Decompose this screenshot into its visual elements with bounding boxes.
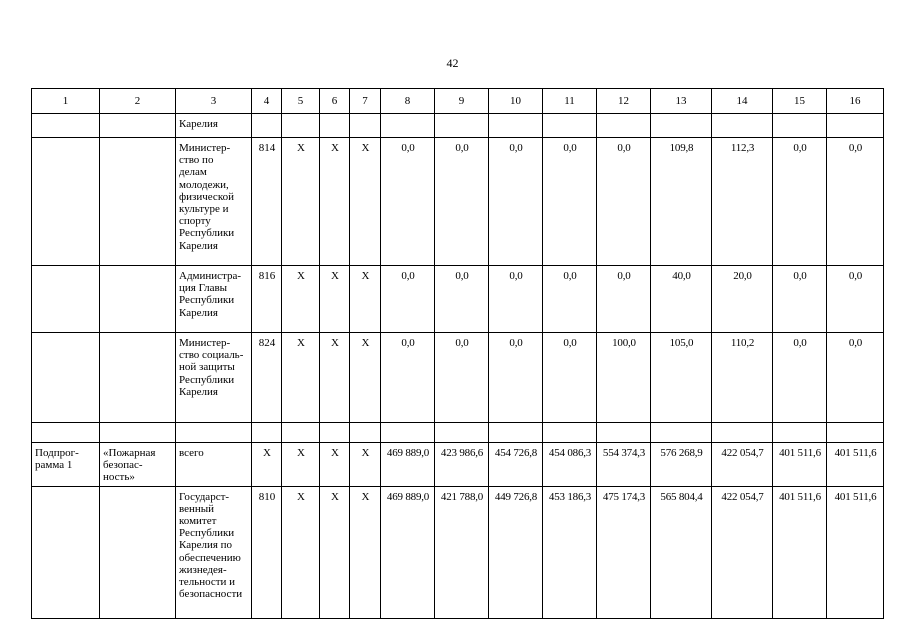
value-cell: X [320,486,350,618]
value-cell: X [350,266,381,333]
spacer-cell [32,423,100,443]
value-cell: 814 [252,138,282,266]
value-cell: 401 511,6 [773,443,827,487]
value-cell: 0,0 [773,138,827,266]
header-cell: 9 [435,89,489,114]
value-cell: 105,0 [651,333,712,423]
header-row [32,89,884,114]
row-c1-cell [32,486,100,618]
header-cell: 6 [320,89,350,114]
value-cell: X [282,333,320,423]
spacer-row [32,423,884,443]
value-cell: X [320,266,350,333]
header-cell: 12 [597,89,651,114]
value-cell: 824 [252,333,282,423]
value-cell: 40,0 [651,266,712,333]
value-cell: 109,8 [651,138,712,266]
value-cell: 469 889,0 [381,443,435,487]
value-cell: X [350,486,381,618]
value-cell: 401 511,6 [827,443,884,487]
header-cell: 10 [489,89,543,114]
spacer-cell [176,423,252,443]
value-cell: 112,3 [712,138,773,266]
value-cell: X [282,443,320,487]
value-cell: 565 804,4 [651,486,712,618]
header-cell: 5 [282,89,320,114]
value-cell [827,114,884,138]
value-cell: 0,0 [827,266,884,333]
value-cell [651,114,712,138]
row-c1-cell [32,333,100,423]
value-cell: X [282,138,320,266]
spacer-cell [651,423,712,443]
spacer-cell [381,423,435,443]
value-cell: 454 086,3 [543,443,597,487]
value-cell [489,114,543,138]
value-cell: 401 511,6 [773,486,827,618]
value-cell: 0,0 [489,333,543,423]
header-cell: 11 [543,89,597,114]
header-cell: 16 [827,89,884,114]
table-row [32,443,884,487]
value-cell: 816 [252,266,282,333]
value-cell: 422 054,7 [712,443,773,487]
row-c1-cell [32,114,100,138]
budget-table [31,88,884,619]
value-cell: 0,0 [543,266,597,333]
value-cell: 449 726,8 [489,486,543,618]
value-cell: X [350,138,381,266]
header-cell: 7 [350,89,381,114]
value-cell: 20,0 [712,266,773,333]
value-cell: 0,0 [381,266,435,333]
spacer-cell [489,423,543,443]
header-cell: 15 [773,89,827,114]
value-cell: 0,0 [543,333,597,423]
value-cell [381,114,435,138]
value-cell: 110,2 [712,333,773,423]
table-row [32,266,884,333]
value-cell: X [320,333,350,423]
value-cell: X [252,443,282,487]
table-row [32,333,884,423]
value-cell: 100,0 [597,333,651,423]
value-cell: 0,0 [773,266,827,333]
header-cell: 1 [32,89,100,114]
spacer-cell [252,423,282,443]
header-cell: 2 [100,89,176,114]
row-c1-cell [32,266,100,333]
header-cell: 13 [651,89,712,114]
row-c1-cell [32,138,100,266]
header-cell: 8 [381,89,435,114]
row-c2-cell [100,333,176,423]
value-cell: 0,0 [435,266,489,333]
row-c2-cell [100,114,176,138]
value-cell: 475 174,3 [597,486,651,618]
spacer-cell [100,423,176,443]
header-cell: 4 [252,89,282,114]
value-cell: X [320,138,350,266]
value-cell: 422 054,7 [712,486,773,618]
row-c3-cell: всего [176,443,252,487]
value-cell: 576 268,9 [651,443,712,487]
table-row [32,486,884,618]
value-cell [712,114,773,138]
value-cell: 810 [252,486,282,618]
value-cell: 421 788,0 [435,486,489,618]
spacer-cell [320,423,350,443]
value-cell: 554 374,3 [597,443,651,487]
value-cell [597,114,651,138]
value-cell [350,114,381,138]
row-c3-cell: Карелия [176,114,252,138]
value-cell: 0,0 [489,138,543,266]
value-cell: X [350,333,381,423]
row-c3-cell: Государст- венный комитет Республики Карелия по обеспечению жизнедея- тельности и безопасности [176,486,252,618]
value-cell: X [282,486,320,618]
value-cell [435,114,489,138]
value-cell [773,114,827,138]
value-cell [252,114,282,138]
value-cell: 0,0 [597,138,651,266]
value-cell: 0,0 [597,266,651,333]
value-cell: X [350,443,381,487]
spacer-cell [597,423,651,443]
value-cell: 401 511,6 [827,486,884,618]
header-cell: 14 [712,89,773,114]
spacer-cell [350,423,381,443]
row-c3-cell: Министер- ство социаль- ной защиты Республики Карелия [176,333,252,423]
value-cell: 469 889,0 [381,486,435,618]
spacer-cell [827,423,884,443]
value-cell: 0,0 [489,266,543,333]
row-c2-cell [100,138,176,266]
value-cell: 0,0 [381,138,435,266]
value-cell: 0,0 [381,333,435,423]
value-cell: 423 986,6 [435,443,489,487]
value-cell: 0,0 [435,138,489,266]
value-cell: X [320,443,350,487]
spacer-cell [435,423,489,443]
row-c3-cell: Администра- ция Главы Республики Карелия [176,266,252,333]
page-number: 42 [446,56,459,70]
value-cell [543,114,597,138]
row-c2-cell [100,266,176,333]
spacer-cell [712,423,773,443]
value-cell: 454 726,8 [489,443,543,487]
value-cell: X [282,266,320,333]
value-cell: 0,0 [827,333,884,423]
value-cell: 0,0 [435,333,489,423]
spacer-cell [282,423,320,443]
header-cell: 3 [176,89,252,114]
value-cell [320,114,350,138]
table-row [32,138,884,266]
spacer-cell [543,423,597,443]
value-cell: 453 186,3 [543,486,597,618]
value-cell [282,114,320,138]
row-c3-cell: Министер- ство по делам молодежи, физической культуре и спорту Республики Карелия [176,138,252,266]
row-c2-cell: «Пожарная безопас- ность» [100,443,176,487]
row-c1-cell: Подпрог- рамма 1 [32,443,100,487]
table-row [32,114,884,138]
value-cell: 0,0 [543,138,597,266]
value-cell: 0,0 [773,333,827,423]
value-cell: 0,0 [827,138,884,266]
row-c2-cell [100,486,176,618]
spacer-cell [773,423,827,443]
